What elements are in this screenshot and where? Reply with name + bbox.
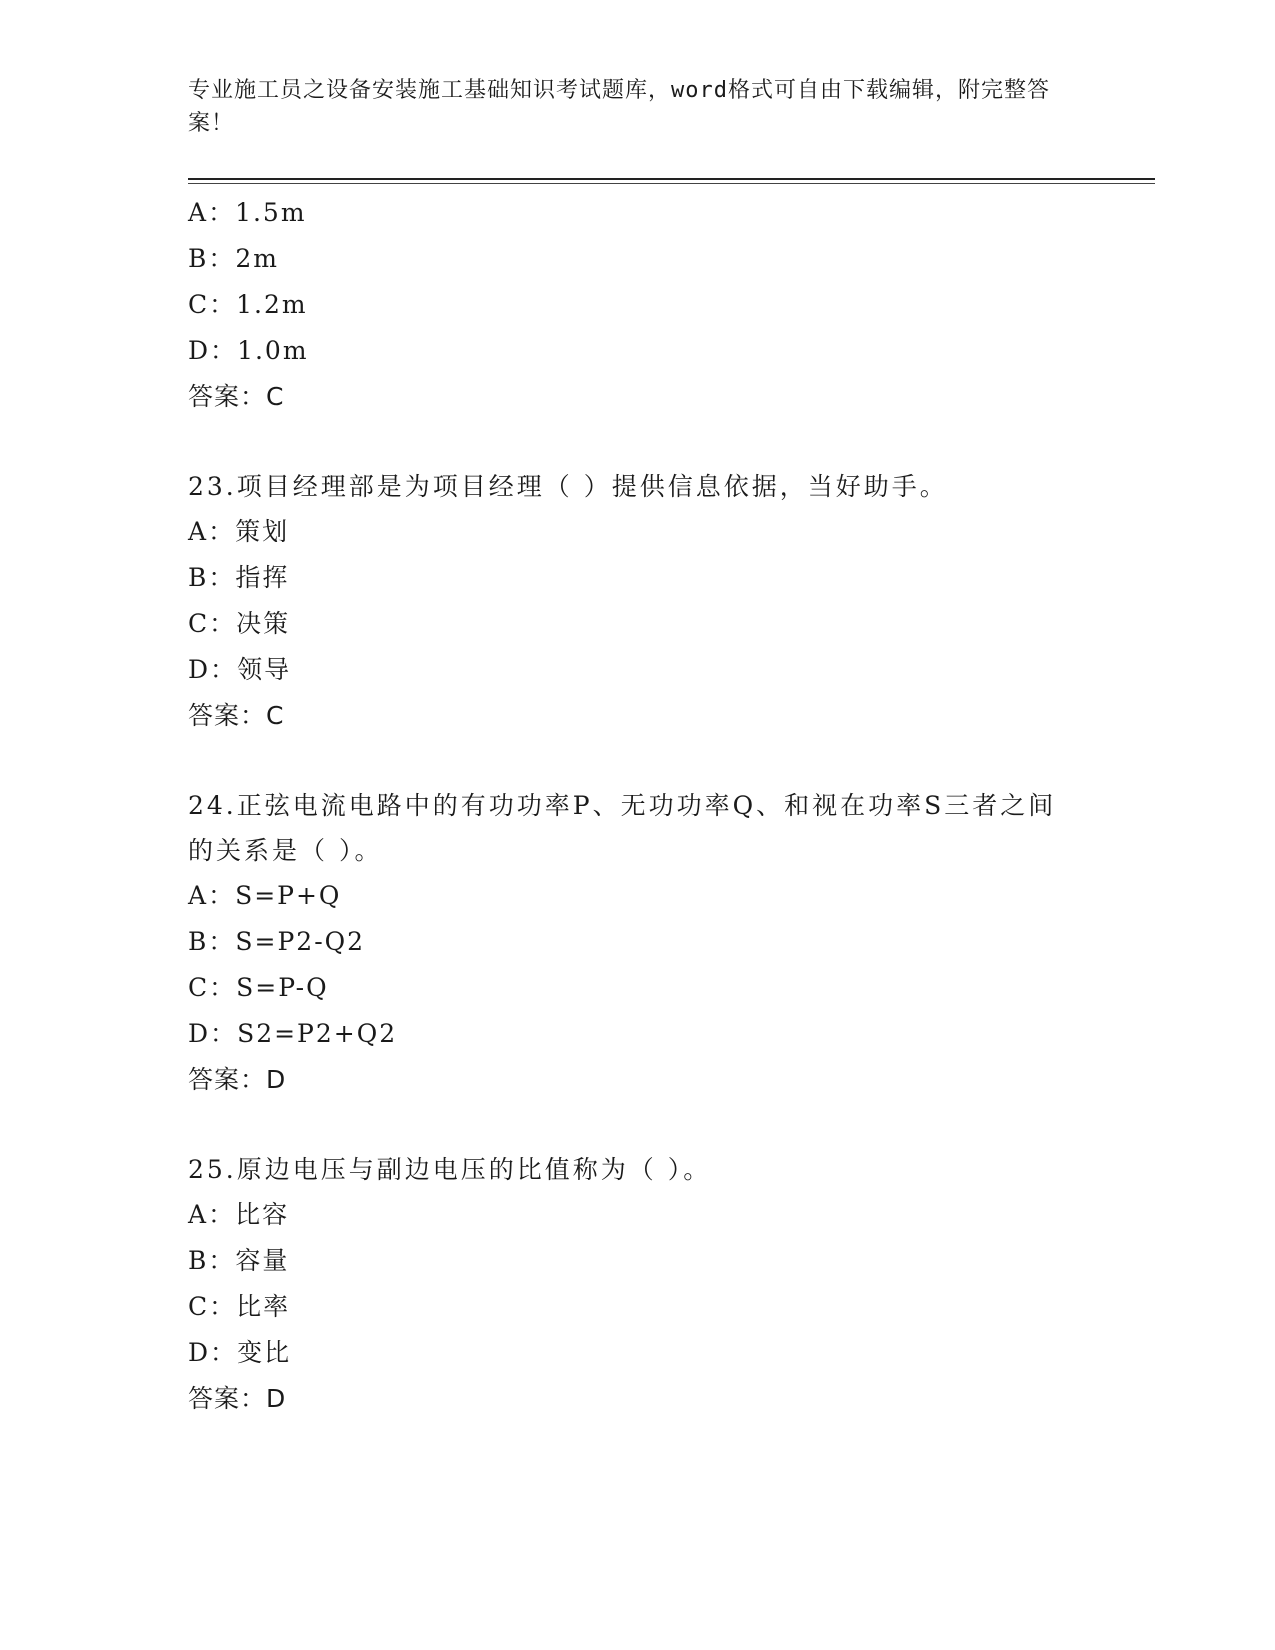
option-c: C：决策 [188,609,291,638]
header-divider [188,178,1155,180]
option-c: C：比率 [188,1292,291,1321]
question-block-25 [188,1147,1068,1422]
option-a: A：策划 [188,517,290,546]
option-c: C：S=P-Q [188,973,329,1002]
option-b: B：S=P2-Q2 [188,927,366,956]
header-divider-secondary [188,183,1155,184]
question-title: 23.项目经理部是为项目经理（ ）提供信息依据，当好助手。 [188,472,948,501]
option-d: D：S2=P2+Q2 [188,1019,398,1048]
question-block-23 [188,464,1068,739]
option-a: A：比容 [188,1200,290,1229]
question-title: 25.原边电压与副边电压的比值称为（ ）。 [188,1155,712,1184]
answer-line: 答案：C [188,701,285,730]
option-a: A：S=P+Q [188,881,342,910]
question-block-prev [188,190,1068,420]
answer-line: 答案：D [188,1384,287,1413]
question-title: 24.正弦电流电路中的有功功率P、无功功率Q、和视在功率S三者之间的关系是（ ）。 [188,791,1057,865]
question-block-24 [188,783,1068,1103]
option-b: B：容量 [188,1246,290,1275]
answer-line: 答案：C [188,382,285,411]
question-list [188,190,1068,1422]
option-d: D：领导 [188,655,292,684]
answer-line: 答案：D [188,1065,287,1094]
option-d: D：变比 [188,1338,292,1367]
option-c: C：1.2m [188,290,308,319]
document-header: 专业施工员之设备安装施工基础知识考试题库，word格式可自由下载编辑，附完整答案！ [188,78,1050,136]
option-b: B：指挥 [188,563,290,592]
option-b: B：2m [188,244,280,273]
option-a: A：1.5m [188,198,307,227]
option-d: D：1.0m [188,336,309,365]
